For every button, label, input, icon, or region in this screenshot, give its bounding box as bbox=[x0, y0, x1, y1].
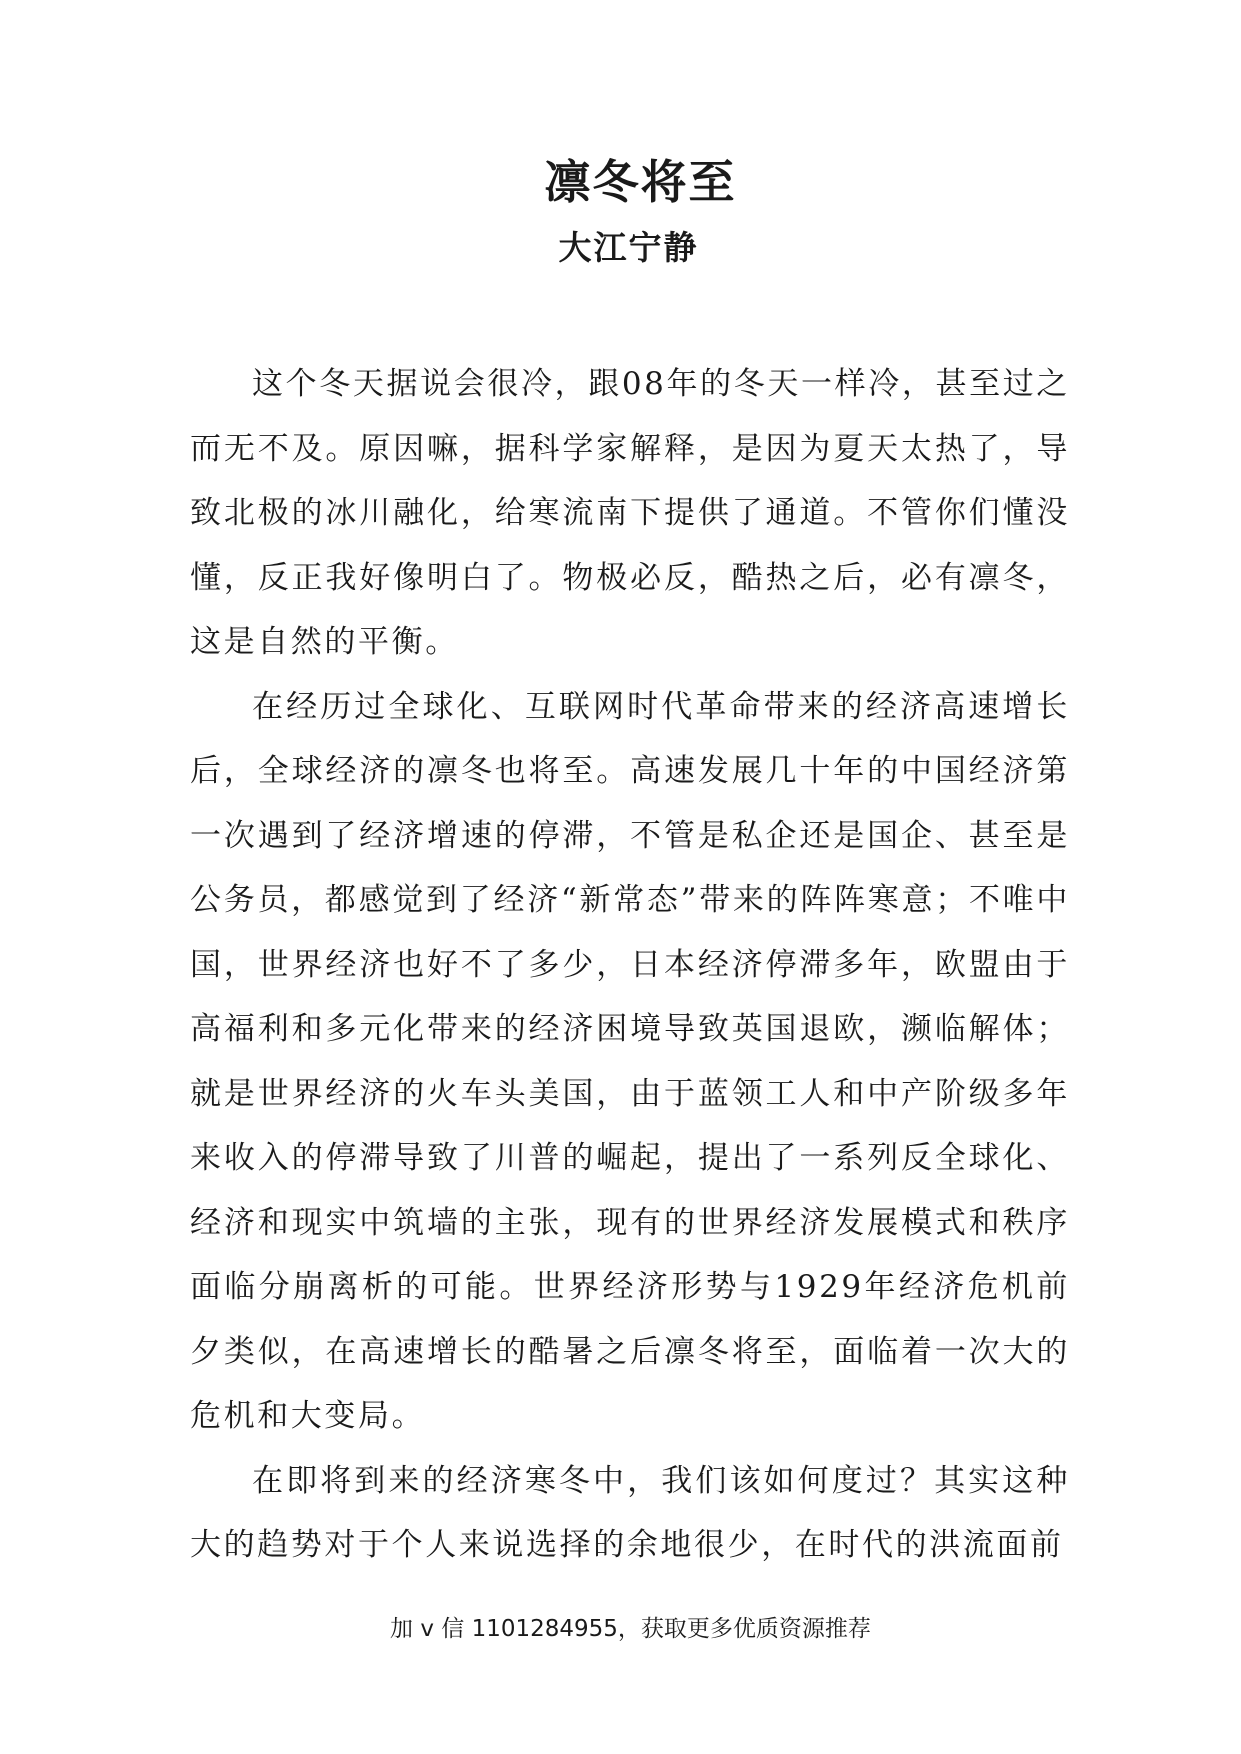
document-body bbox=[190, 352, 1070, 1578]
body-paragraph-3: 在即将到来的经济寒冬中，我们该如何度过？其实这种大的趋势对于个人来说选择的余地很少，在时代的洪流面前 bbox=[190, 1462, 1070, 1563]
page-footer: 加 v 信 1101284955，获取更多优质资源推荐 bbox=[390, 1616, 871, 1642]
body-paragraph-1: 这个冬天据说会很冷，跟08年的冬天一样冷，甚至过之而无不及。原因嘛，据科学家解释，是因为夏天太热了，导致北极的冰川融化，给寒流南下提供了通道。不管你们懂没懂，反正我好像明白了。物极必反，酷热之后，必有凛冬，这是自然的平衡。 bbox=[190, 366, 1070, 660]
body-paragraph-2: 在经历过全球化、互联网时代革命带来的经济高速增长后，全球经济的凛冬也将至。高速发展几十年的中国经济第一次遇到了经济增速的停滞，不管是私企还是国企、甚至是公务员，都感觉到了经济“新常态”带来的阵阵寒意；不唯中国，世界经济也好不了多少，日本经济停滞多年，欧盟由于高福利和多元化带来的经济困境导致英国退欧，濒临解体；就是世界经济的火车头美国，由于蓝领工人和中产阶级多年来收入的停滞导致了川普的崛起，提出了一系列反全球化、经济和现实中筑墙的主张，现有的世界经济发展模式和秩序面临分崩离析的可能。世界经济形势与1929年经济危机前夕类似，在高速增长的酷暑之后凛冬将至，面临着一次大的危机和大变局。 bbox=[190, 688, 1070, 1434]
document-author: 大江宁静 bbox=[558, 228, 699, 267]
document-title: 凛冬将至 bbox=[544, 155, 737, 209]
